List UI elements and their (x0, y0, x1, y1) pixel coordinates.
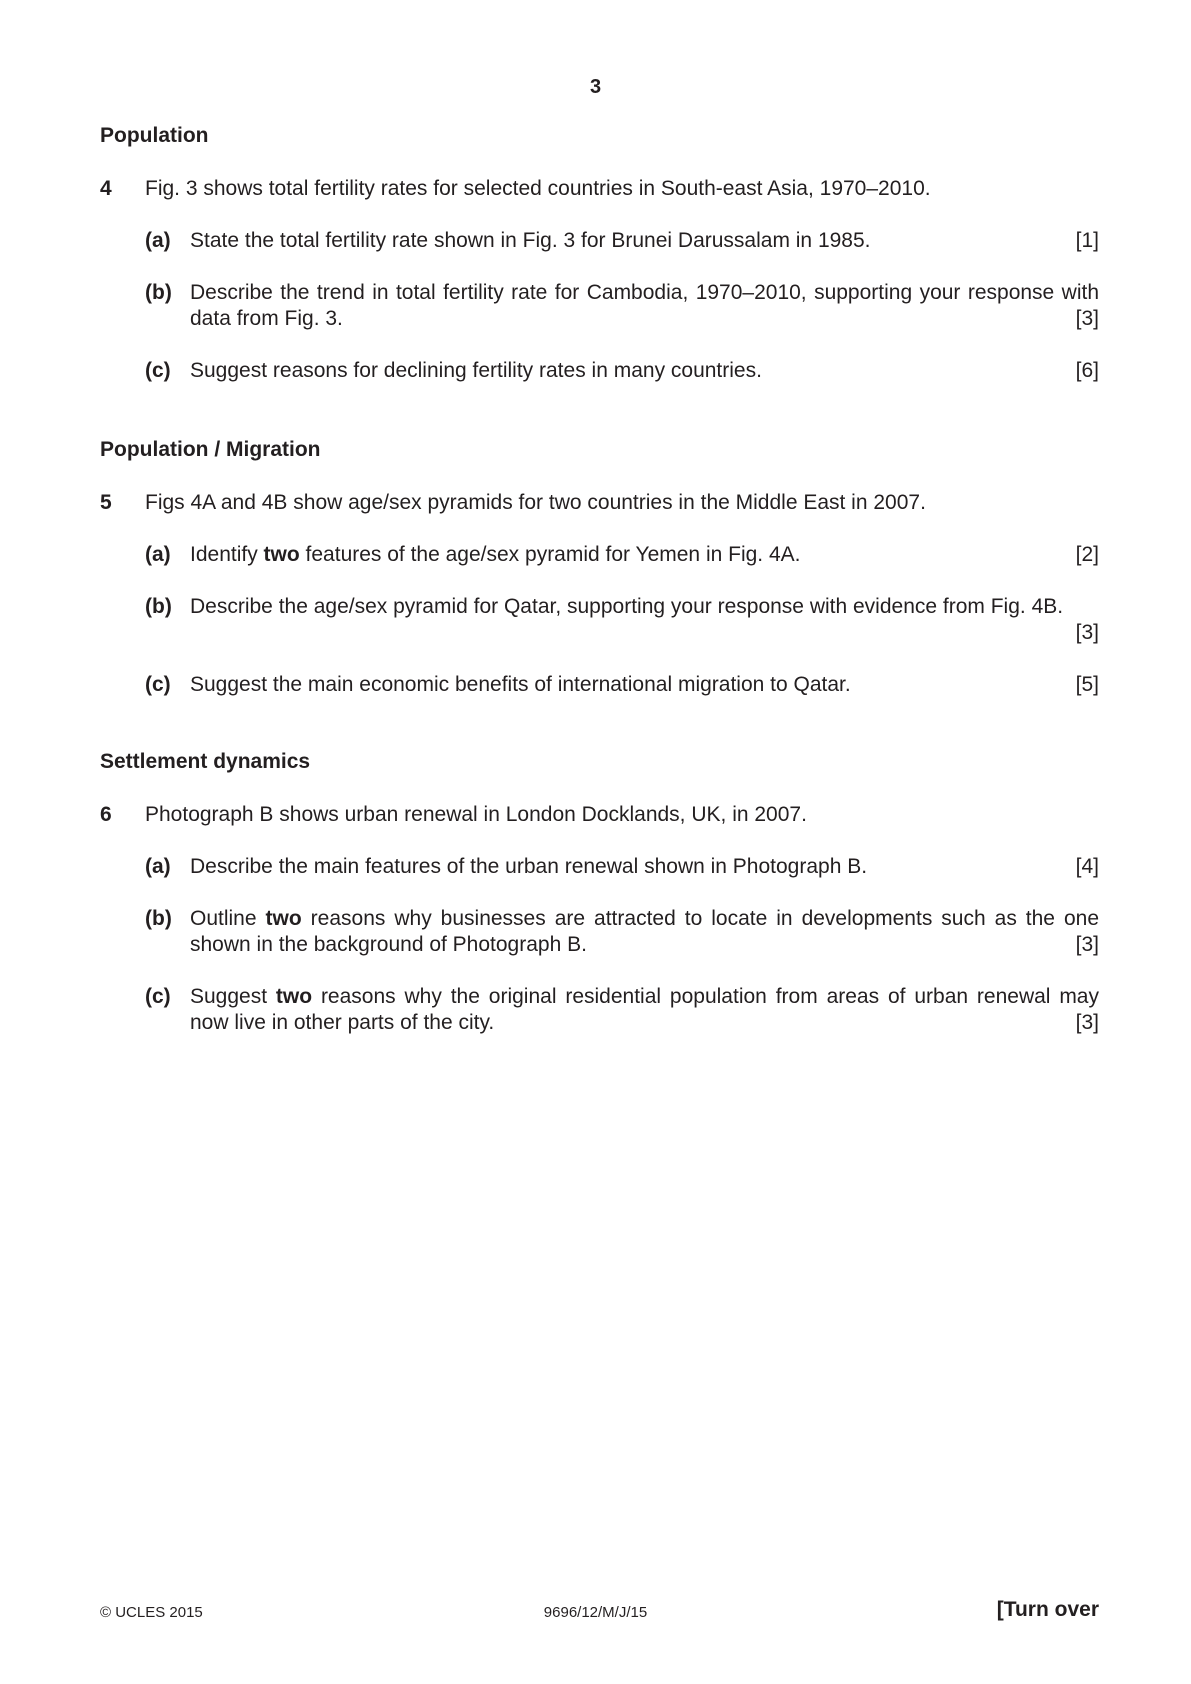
part-label: (b) (145, 281, 172, 304)
marks: [3] (1075, 307, 1099, 330)
question-stem: Fig. 3 shows total fertility rates for selected countries in South-east Asia, 1970–2010. (145, 177, 931, 200)
marks: [1] (1075, 229, 1099, 252)
part-text-content: State the total fertility rate shown in Fig. 3 for Brunei Darussalam in 1985. (190, 229, 871, 252)
emphasis: two (265, 907, 302, 930)
part-label: (a) (145, 855, 171, 878)
question-number: 5 (100, 491, 112, 514)
part-text (190, 984, 1099, 1036)
part-label: (c) (145, 673, 171, 696)
marks: [3] (1075, 933, 1099, 956)
marks: [6] (1075, 359, 1099, 382)
footer-exam-code: 9696/12/M/J/15 (543, 1604, 648, 1621)
part-label: (c) (145, 985, 171, 1008)
part-text-after: features of the age/sex pyramid for Yemen in Fig. 4A. (299, 543, 801, 566)
question-5b (145, 594, 1099, 646)
part-label: (c) (145, 359, 171, 382)
marks: [4] (1075, 855, 1099, 878)
question-number: 6 (100, 803, 112, 826)
part-text-content: Suggest reasons for declining fertility rates in many countries. (190, 359, 762, 382)
part-text-content: Describe the age/sex pyramid for Qatar, supporting your response with evidence from Fig. 4B. (190, 595, 1064, 618)
section-heading-settlement-dynamics: Settlement dynamics (100, 750, 311, 773)
part-text (190, 594, 1099, 646)
part-text (190, 280, 1099, 332)
question-4b (145, 280, 1099, 332)
question-number: 4 (100, 177, 112, 200)
part-text (190, 228, 1099, 254)
part-text-after: reasons why businesses are attracted to locate in developments such as the one shown in the background of Photograph B. (190, 907, 1100, 956)
page-number: 3 (589, 76, 602, 98)
question-6a (145, 854, 1099, 880)
part-text-before: Identify (190, 543, 264, 566)
part-label: (a) (145, 543, 171, 566)
part-text-content: Describe the trend in total fertility rate for Cambodia, 1970–2010, supporting your response with data from Fig. 3. (190, 281, 1099, 330)
question-4a (145, 228, 1099, 254)
marks: [3] (1075, 1011, 1099, 1034)
part-text (190, 358, 1099, 384)
part-text-before: Outline (190, 907, 266, 930)
section-heading-population: Population (100, 124, 209, 147)
part-text-before: Suggest (190, 985, 276, 1008)
question-stem: Figs 4A and 4B show age/sex pyramids for two countries in the Middle East in 2007. (145, 491, 926, 514)
part-text-content: Describe the main features of the urban renewal shown in Photograph B. (190, 855, 868, 878)
question-6c (145, 984, 1099, 1036)
emphasis: two (263, 543, 300, 566)
question-6b (145, 906, 1099, 958)
part-label: (b) (145, 907, 172, 930)
marks: [3] (1075, 621, 1099, 644)
turn-over-label: [Turn over (996, 1598, 1099, 1621)
part-text (190, 672, 1099, 698)
part-text (190, 854, 1099, 880)
marks: [2] (1075, 543, 1099, 566)
question-4c (145, 358, 1099, 384)
question-stem: Photograph B shows urban renewal in London Docklands, UK, in 2007. (145, 803, 807, 826)
question-5a (145, 542, 1099, 568)
part-text (190, 906, 1099, 958)
question-5c (145, 672, 1099, 698)
part-text-after: reasons why the original residential population from areas of urban renewal may now live in other parts of the city. (190, 985, 1099, 1034)
part-label: (a) (145, 229, 171, 252)
footer-copyright: © UCLES 2015 (100, 1604, 203, 1621)
part-label: (b) (145, 595, 172, 618)
part-text-content: Suggest the main economic benefits of international migration to Qatar. (190, 673, 851, 696)
part-text (190, 542, 1099, 568)
section-heading-population-migration: Population / Migration (100, 438, 321, 461)
marks: [5] (1075, 673, 1099, 696)
emphasis: two (275, 985, 313, 1008)
